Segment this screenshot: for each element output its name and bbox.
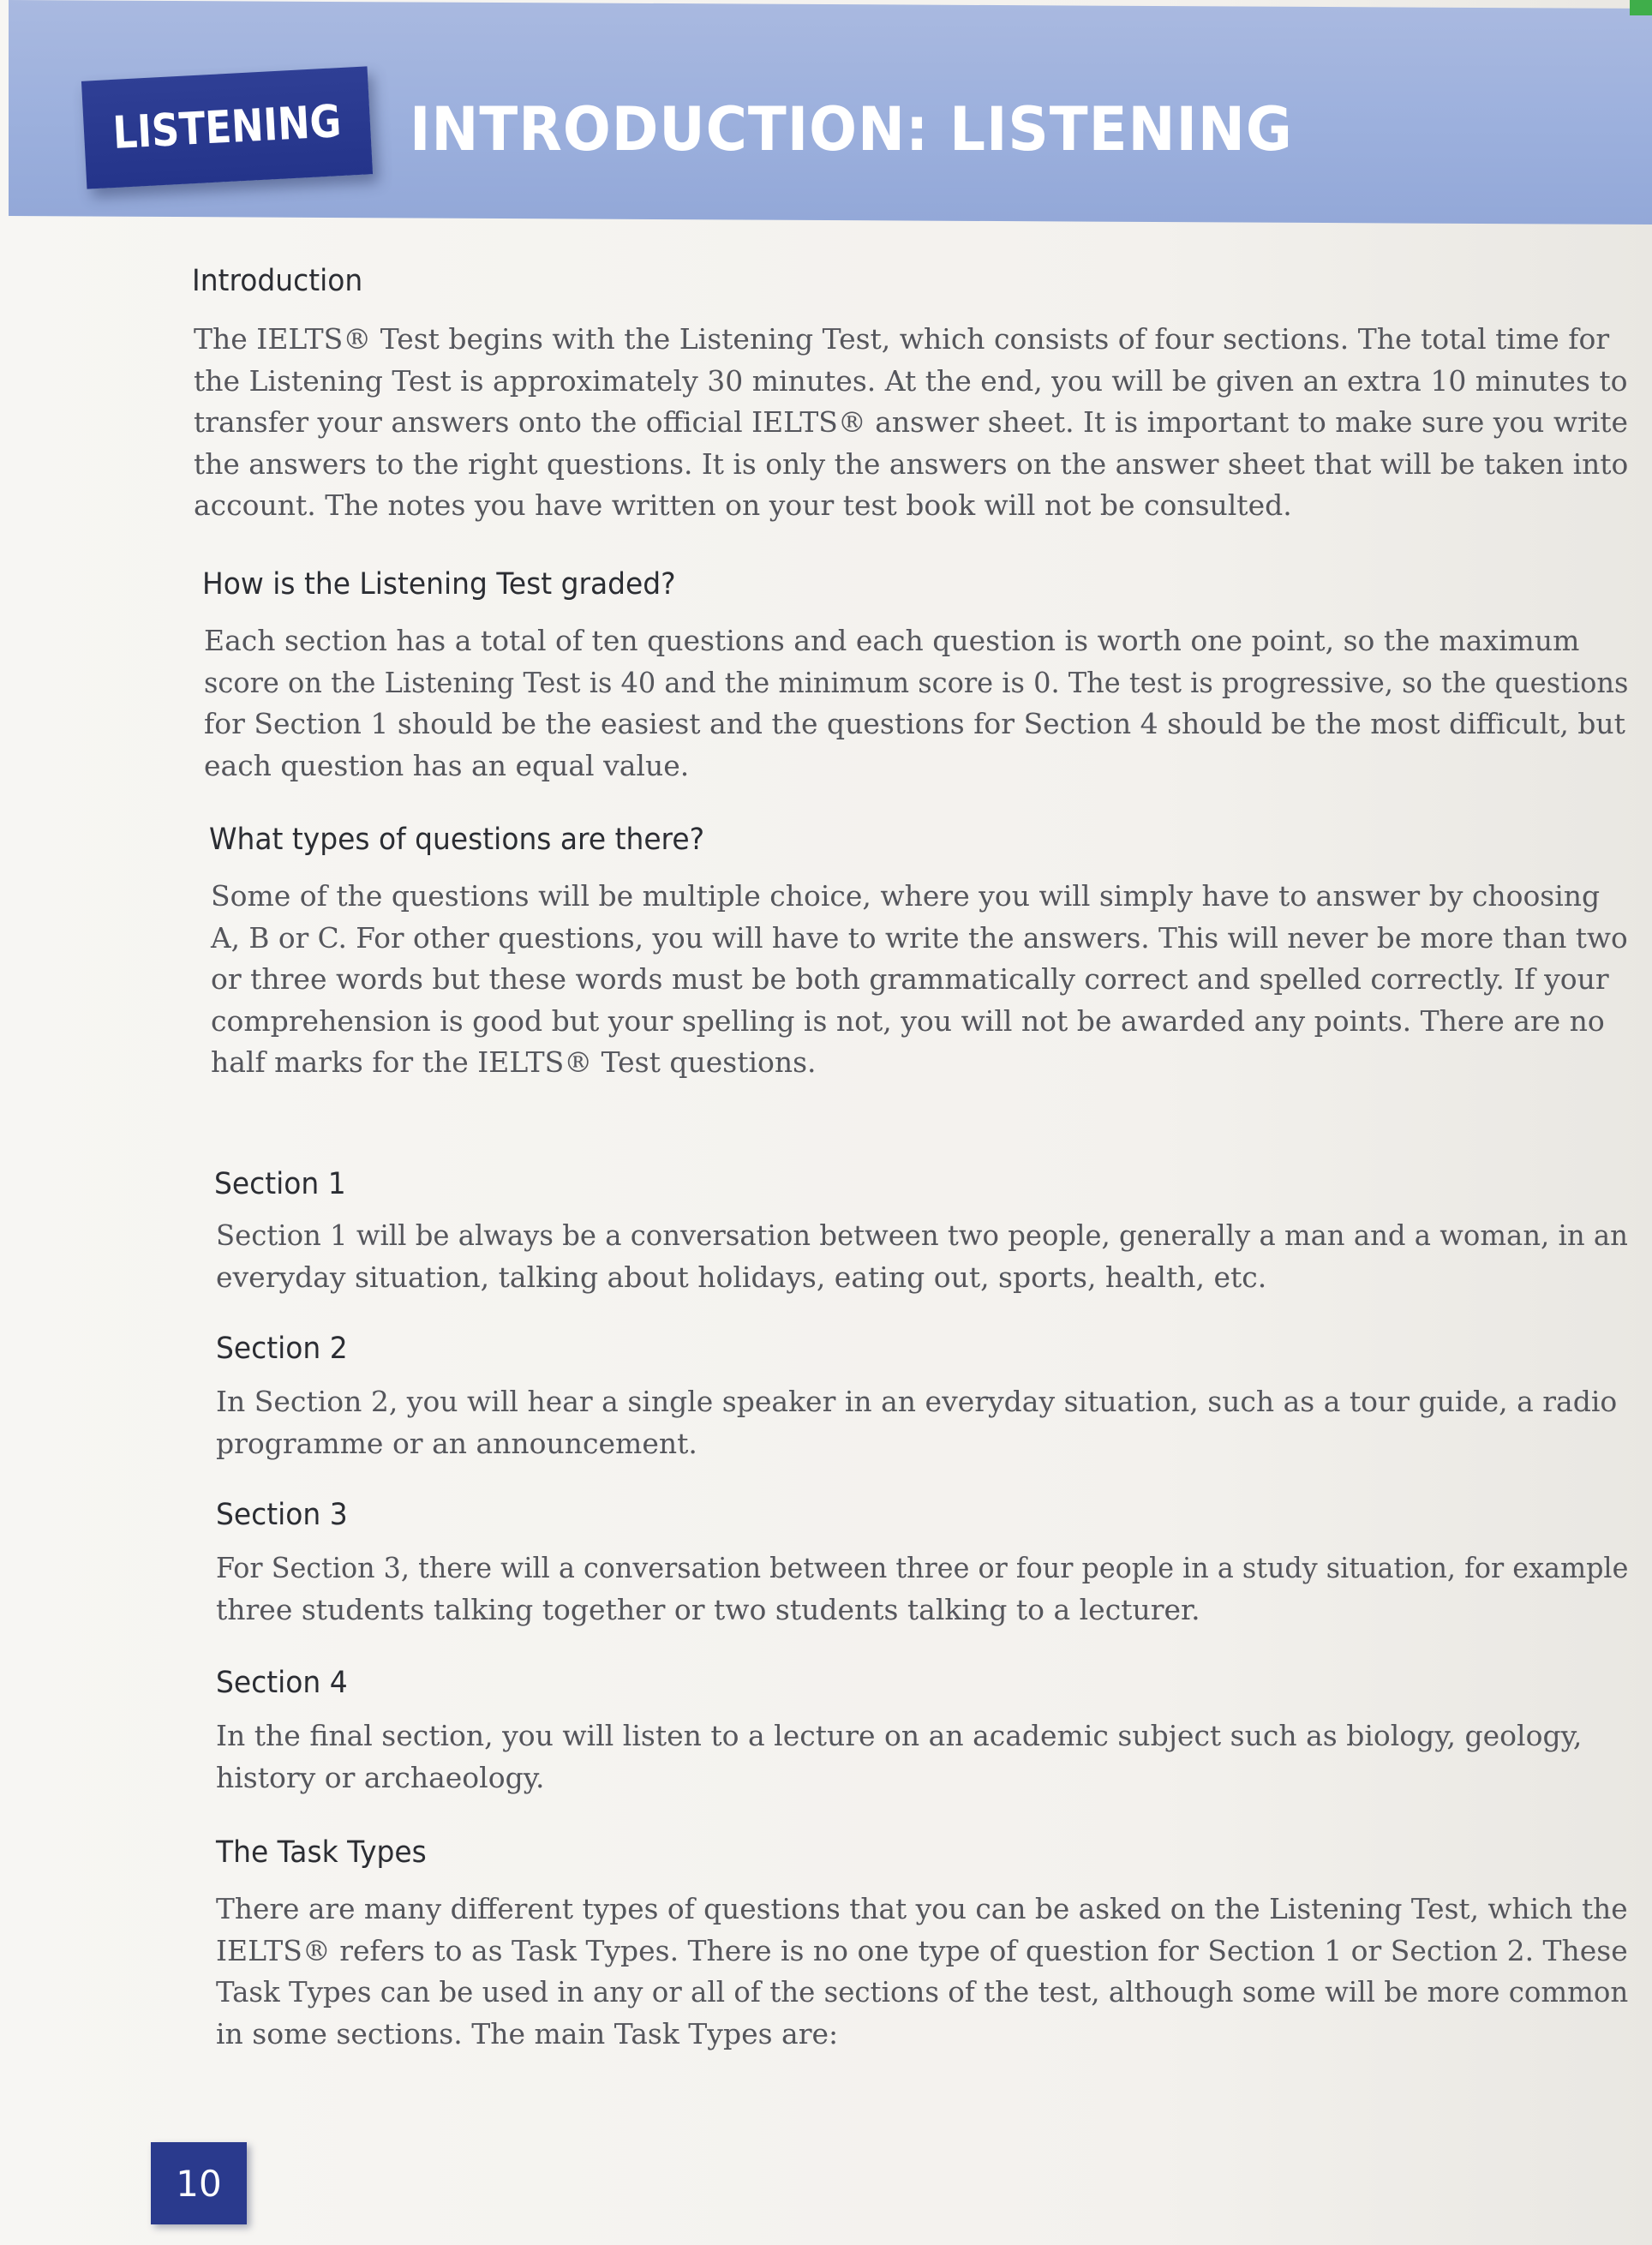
heading-section-3: Section 3 [216,1498,348,1532]
text-line: everyday situation, talking about holidays, eating out, sports, health, etc. [216,1260,1267,1294]
text-line: For Section 3, there will a conversation between three or four people in a study situation, for example [216,1551,1629,1584]
text-line: score on the Listening Test is 40 and the minimum score is 0. The test is progressive, so the questions [204,665,1629,699]
text-line: The IELTS® Test begins with the Listening Test, which consists of four sections. The total time for [194,322,1610,356]
text-line: IELTS® refers to as Task Types. There is no one type of question for Section 1 or Section 2. These [216,1933,1628,1967]
text-line: three students talking together or two students talking to a lecturer. [216,1592,1200,1626]
text-line: in some sections. The main Task Types are: [216,2016,839,2050]
paragraph-question-types [211,876,1640,1084]
text-line: each question has an equal value. [204,748,690,782]
text-line: In Section 2, you will hear a single speaker in an everyday situation, such as a tour guide, a radio [216,1385,1618,1418]
heading-introduction: Introduction [192,264,363,298]
text-line: There are many different types of questions that you can be asked on the Listening Test, which the [216,1892,1628,1925]
heading-grading: How is the Listening Test graded? [202,567,676,602]
heading-task-types: The Task Types [216,1835,427,1870]
text-line: comprehension is good but your spelling is not, you will not be awarded any points. There are no [211,1003,1605,1038]
text-line: for Section 1 should be the easiest and the questions for Section 4 should be the most difficult, but [204,707,1625,740]
text-line: the answers to the right questions. It is only the answers on the answer sheet that will be taken into [194,446,1629,481]
paragraph-section-4 [216,1715,1582,1799]
paragraph-task-types [216,1889,1652,2055]
text-line: or three words but these words must be both grammatically correct and spelled correctly. If your [211,962,1609,996]
text-line: account. The notes you have written on your test book will not be consulted. [194,488,1292,522]
paragraph-grading [204,620,1652,787]
text-line: Task Types can be used in any or all of the sections of the test, although some will be more common [216,1975,1629,2009]
heading-question-types: What types of questions are there? [209,823,705,857]
text-line: programme or an announcement. [216,1426,697,1460]
paragraph-introduction [194,319,1635,527]
paragraph-section-1 [216,1215,1652,1298]
paragraph-section-2 [216,1381,1617,1464]
text-line: In the final section, you will listen to a lecture on an academic subject such as biology, geology, [216,1719,1583,1752]
heading-section-1: Section 1 [214,1167,346,1201]
page-number-badge [151,2142,247,2224]
text-line: A, B or C. For other questions, you will have to write the answers. This will never be more than two [211,920,1628,955]
heading-section-4: Section 4 [216,1666,348,1700]
text-line: half marks for the IELTS® Test questions. [211,1045,817,1079]
text-line: transfer your answers onto the official IELTS® answer sheet. It is important to make sure you write [194,405,1629,439]
text-line: the Listening Test is approximately 30 minutes. At the end, you will be given an extra 10 minutes to [194,363,1628,398]
section-tag-label: LISTENING [111,96,343,159]
page-title: INTRODUCTION: LISTENING [410,94,1293,165]
text-line: Some of the questions will be multiple choice, where you will simply have to answer by choosing [211,879,1601,913]
text-line: Each section has a total of ten questions and each question is worth one point, so the maximum [204,624,1580,657]
text-line: history or archaeology. [216,1760,545,1794]
text-line: Section 1 will be always be a conversation between two people, generally a man and a woman, in an [216,1218,1628,1252]
page-number: 10 [176,2162,222,2205]
heading-section-2: Section 2 [216,1332,348,1366]
paragraph-section-3 [216,1548,1652,1631]
